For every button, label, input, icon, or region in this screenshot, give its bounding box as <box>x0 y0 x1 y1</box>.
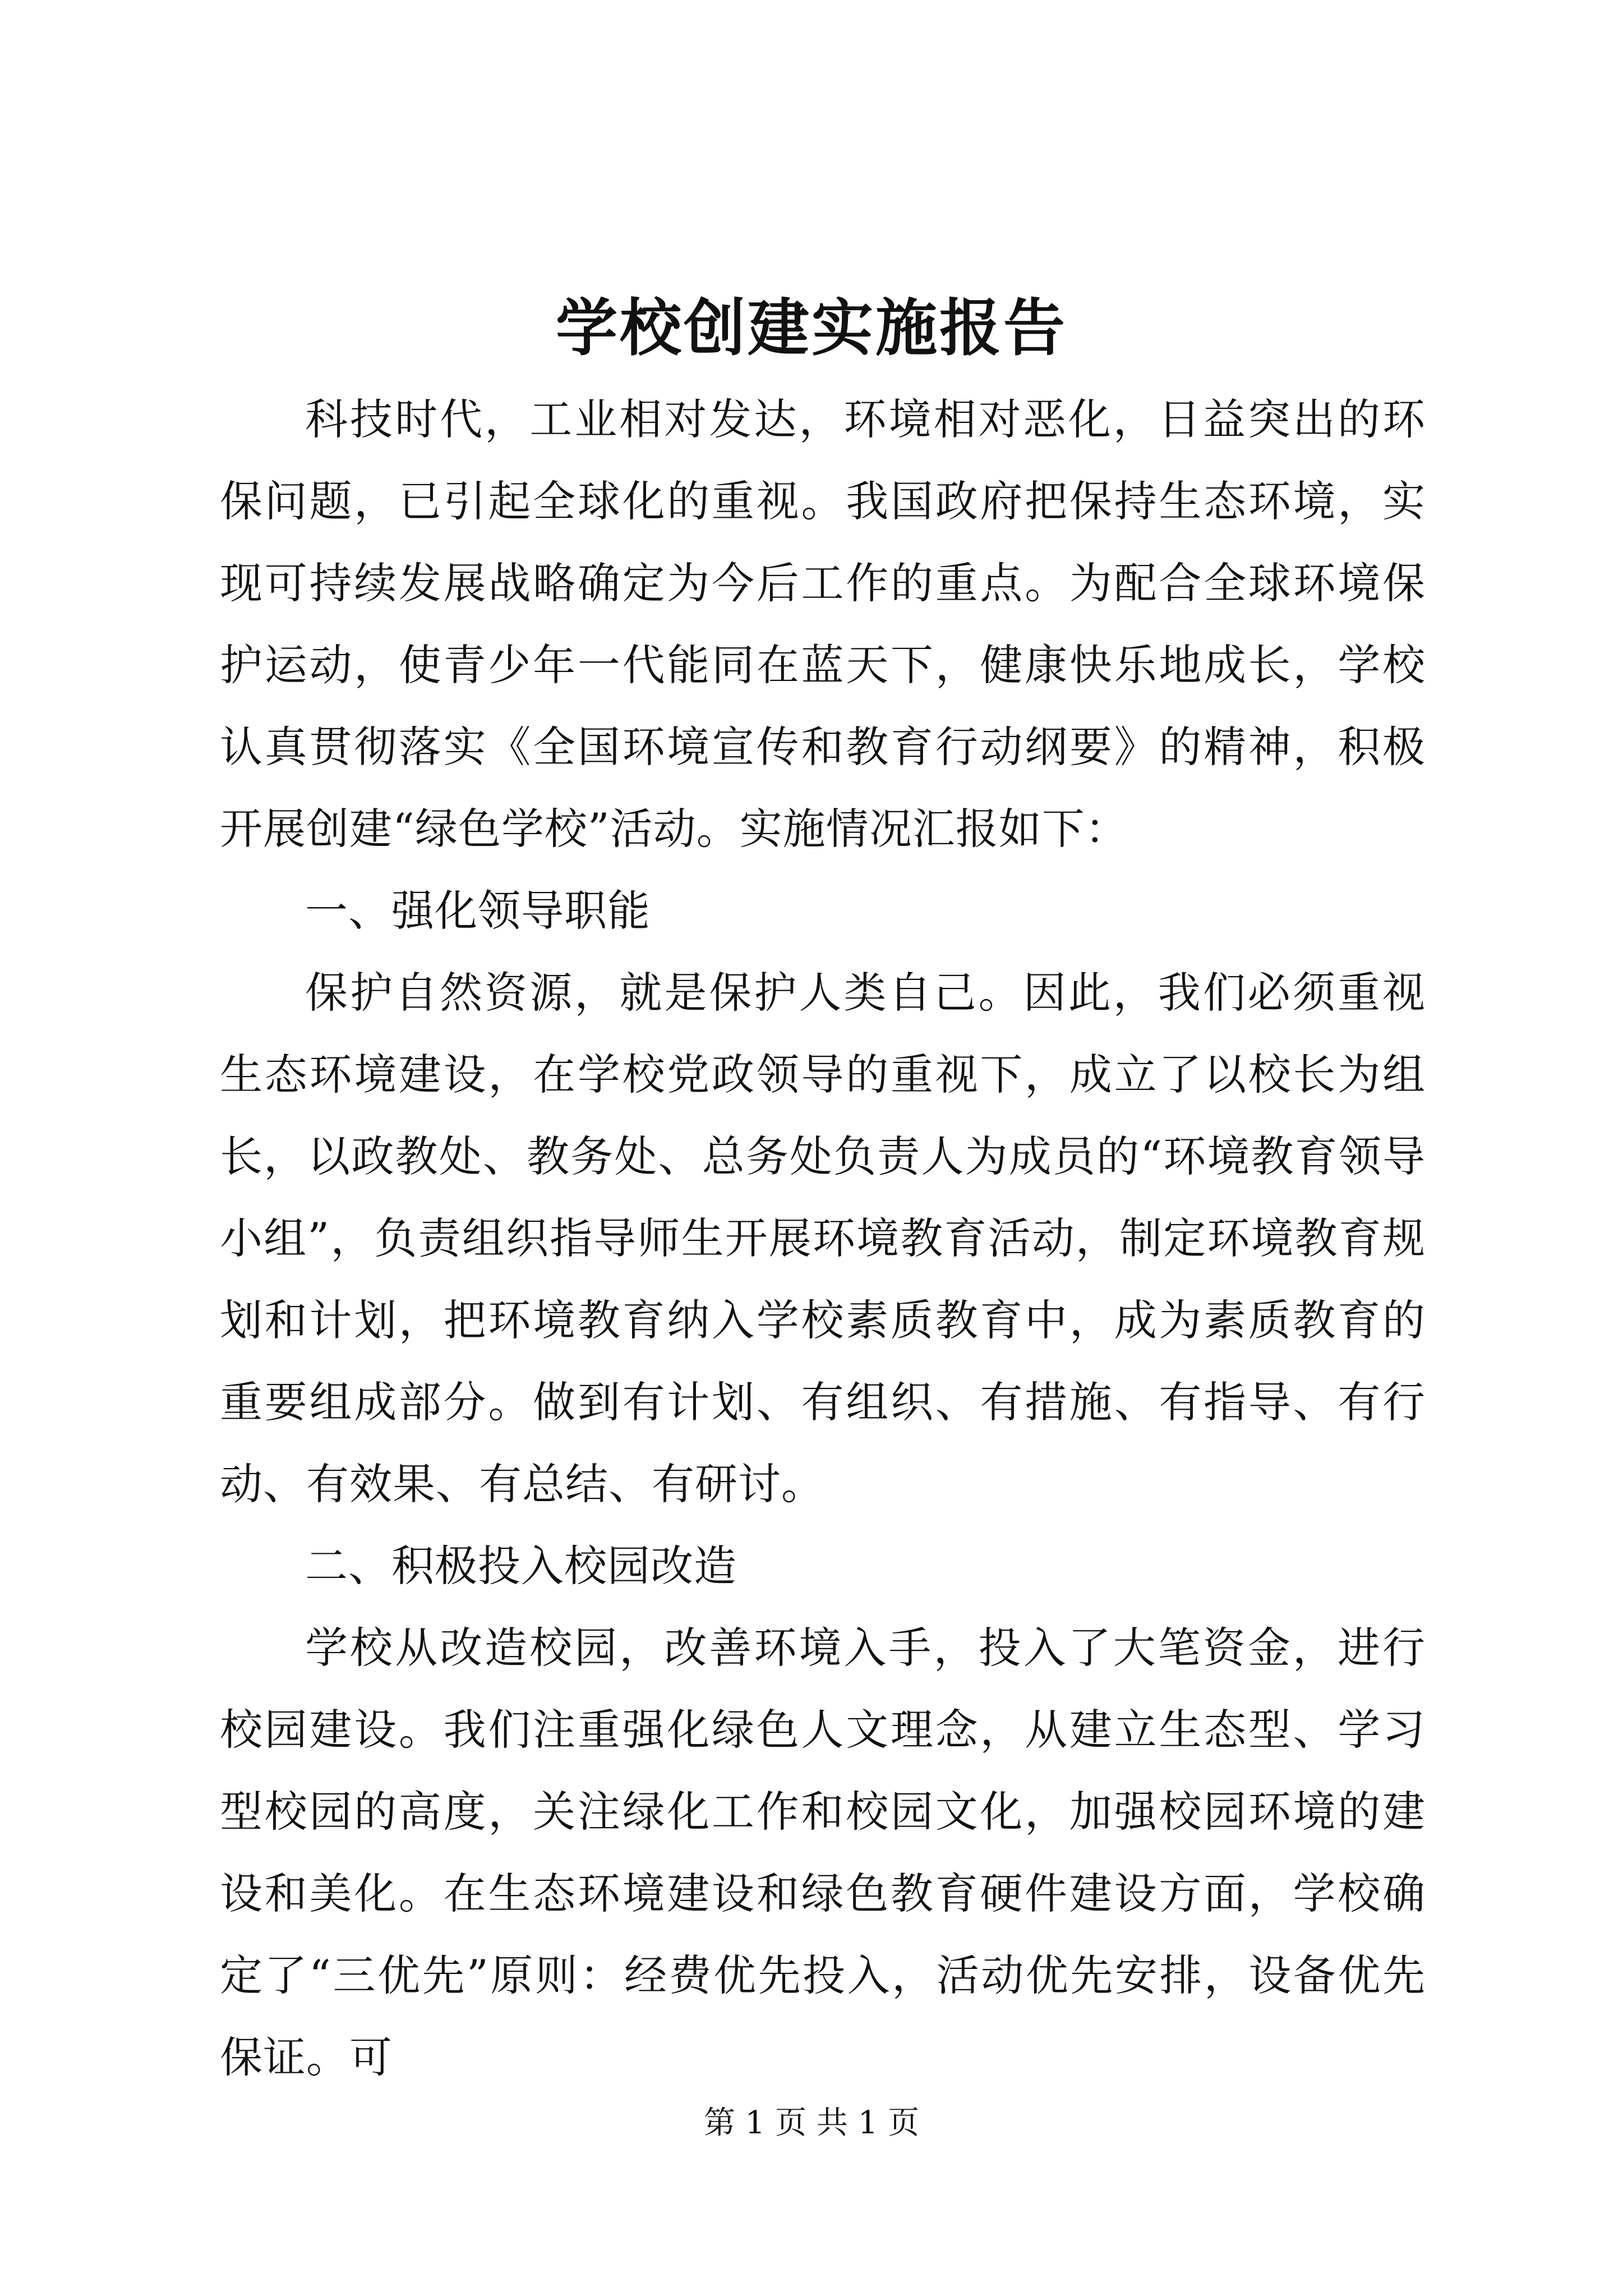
section-2-paragraph: 学校从改造校园，改善环境入手，投入了大笔资金，进行校园建设。我们注重强化绿色人文理念，从建立生态型、学习型校园的高度，关注绿化工作和校园文化，加强校园环境的建设和美化。在生态环境建设和绿色教育硬件建设方面，学校确定了“三优先”原则：经费优先投入，活动优先安排，设备优先保证。可 <box>220 1623 1426 2082</box>
section-1-paragraph: 保护自然资源，就是保护人类自己。因此，我们必须重视生态环境建设，在学校党政领导的重视下，成立了以校长为组长，以政教处、教务处、总务处负责人为成员的“环境教育领导小组”，负责组织指导师生开展环境教育活动，制定环境教育规划和计划，把环境教育纳入学校素质教育中，成为素质教育的重要组成部分。做到有计划、有组织、有措施、有指导、有行动、有效果、有总结、有研讨。 <box>220 968 1426 1509</box>
page-number-footer: 第 1 页 共 1 页 <box>703 2105 920 2141</box>
section-heading-1: 一、强化领导职能 <box>305 886 651 936</box>
intro-paragraph: 科技时代，工业相对发达，环境相对恶化，日益突出的环保问题，已引起全球化的重视。我国政府把保持生态环境，实现可持续发展战略确定为今后工作的重点。为配合全球环境保护运动，使青少年一代能同在蓝天下，健康快乐地成长，学校认真贯彻落实《全国环境宣传和教育行动纲要》的精神，积极开展创建“绿色学校”活动。实施情况汇报如下： <box>220 394 1426 854</box>
section-heading-2: 二、积极投入校园改造 <box>305 1541 737 1591</box>
document-title: 学校创建实施报告 <box>556 292 1067 364</box>
document-body <box>220 379 1426 2099</box>
